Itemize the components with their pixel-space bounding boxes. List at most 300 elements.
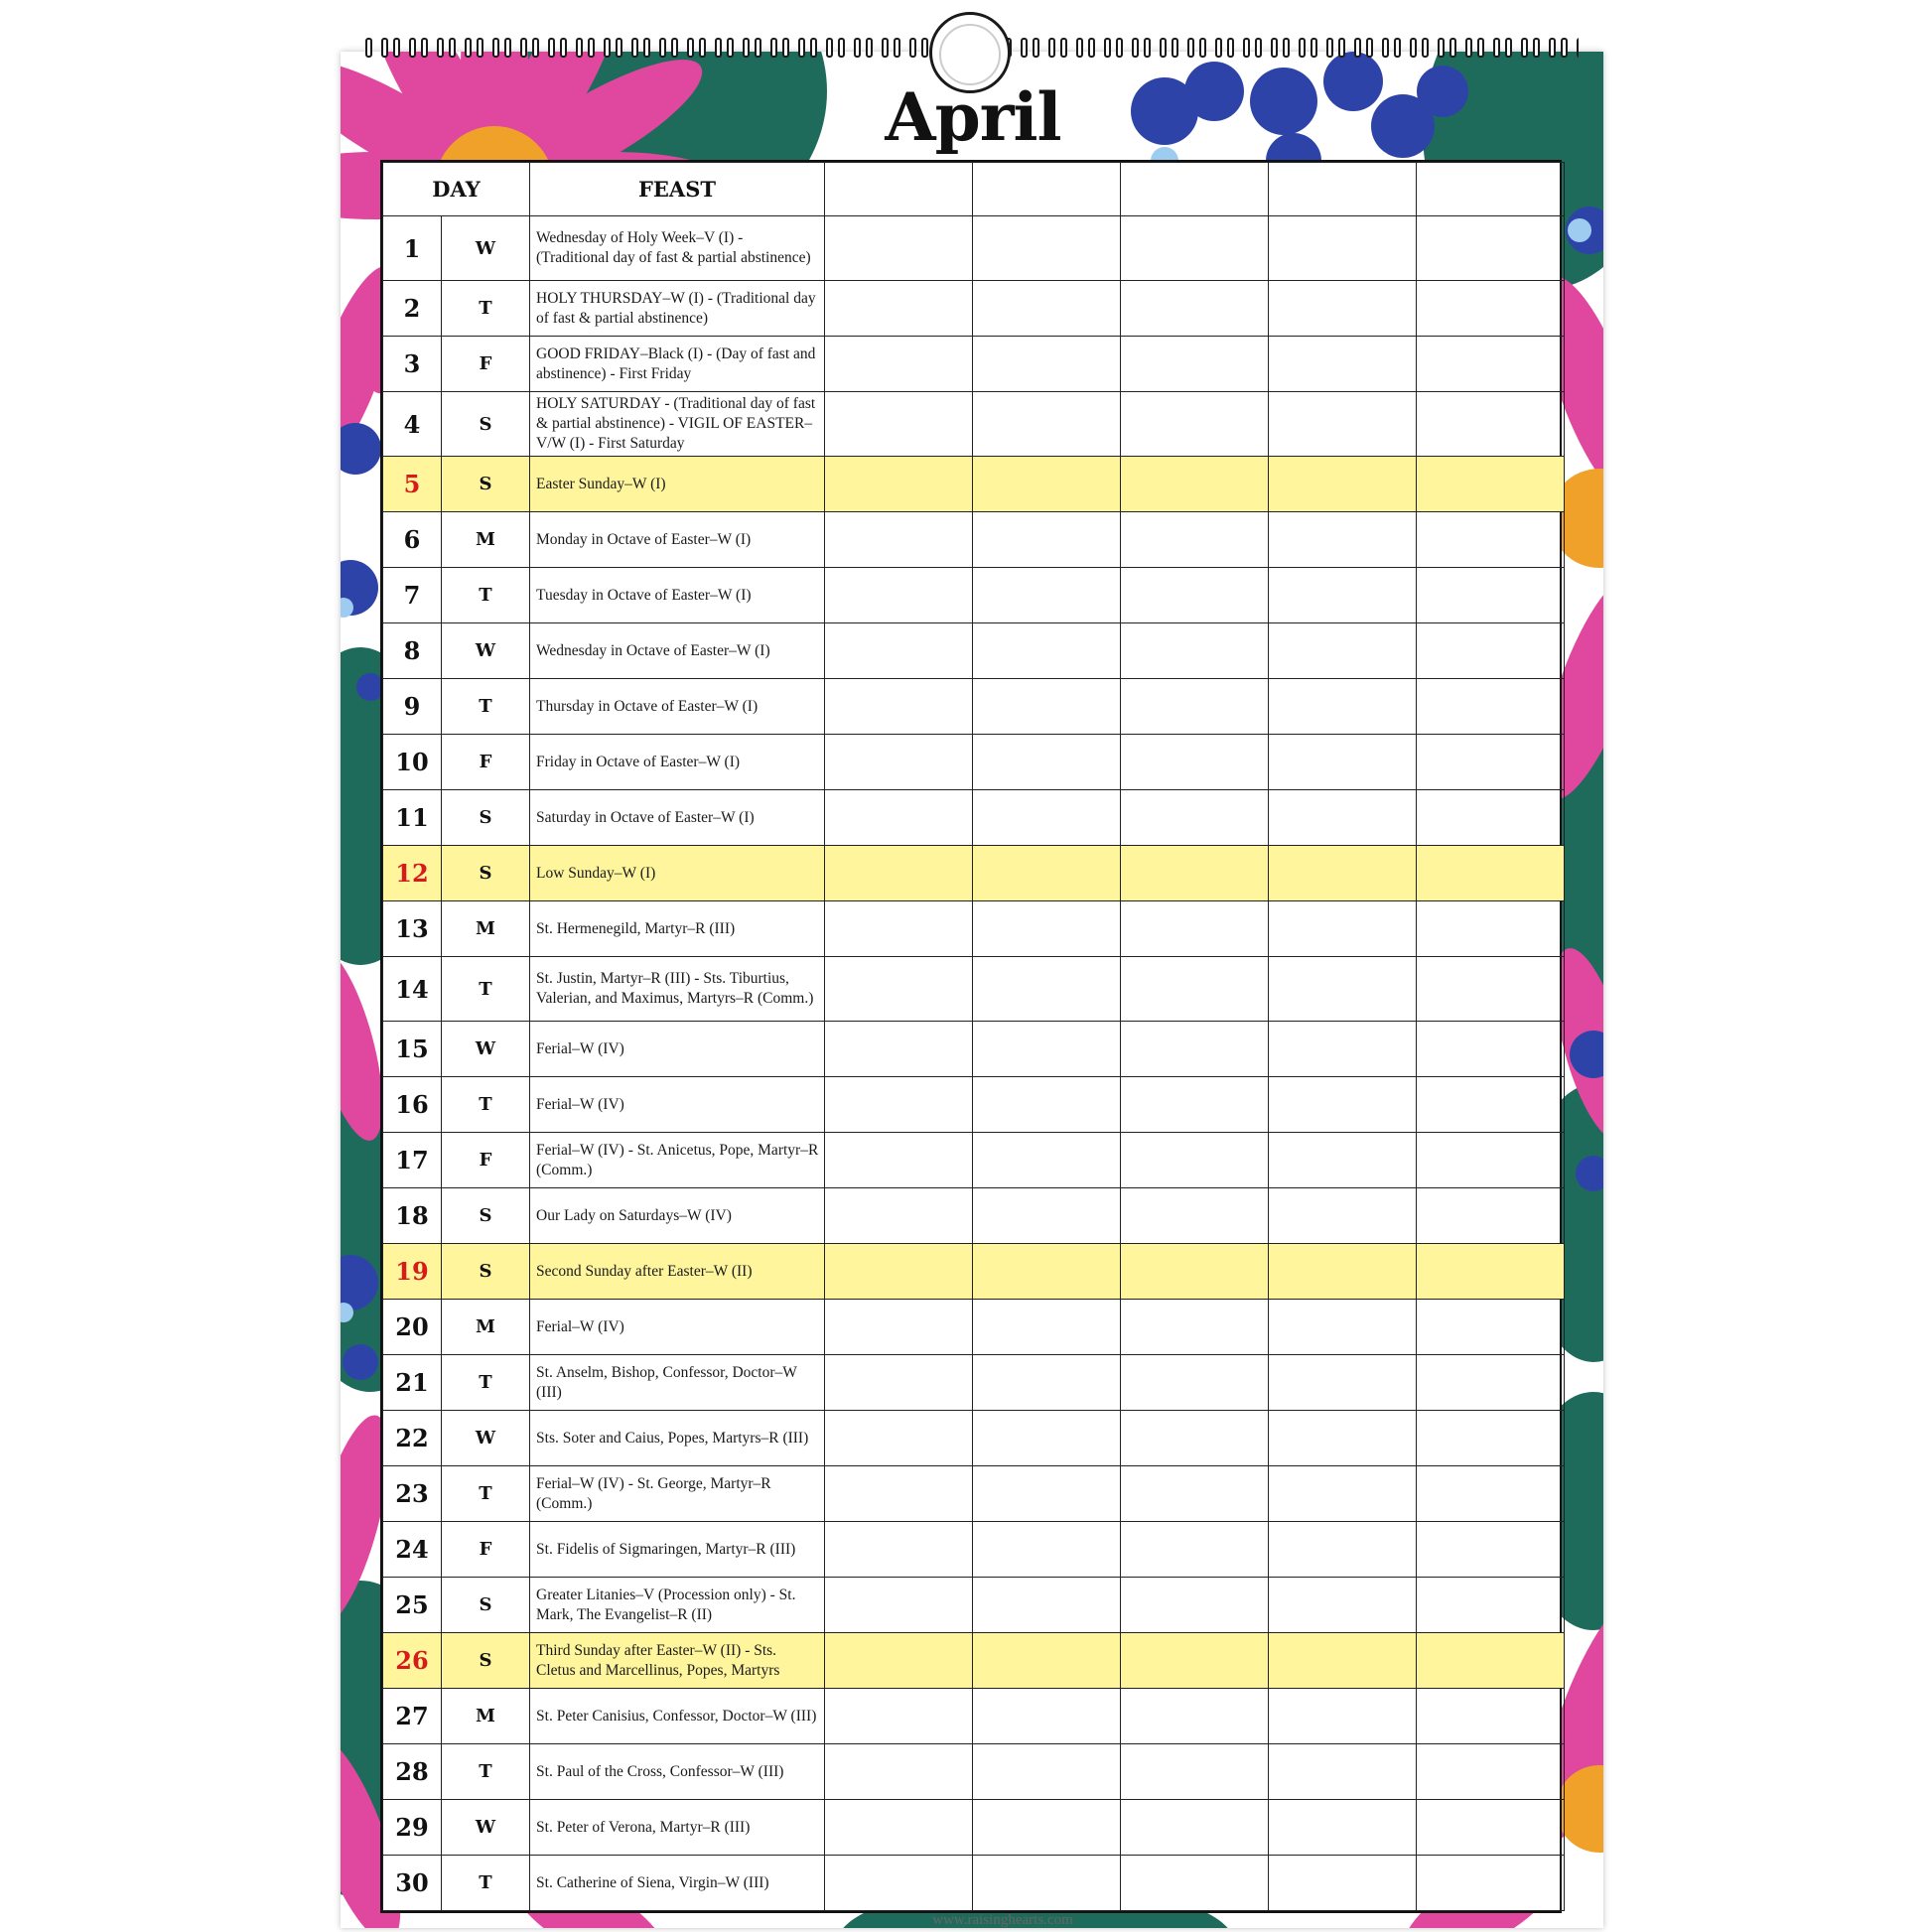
day-number: 21: [383, 1355, 442, 1411]
notes-cell: [1269, 1300, 1417, 1355]
day-number: 24: [383, 1522, 442, 1578]
notes-cell: [1269, 392, 1417, 457]
notes-cell: [1417, 1244, 1565, 1300]
notes-cell: [1269, 337, 1417, 392]
binding-coil: [743, 38, 750, 58]
day-number: 14: [383, 957, 442, 1022]
feast-text: HOLY SATURDAY - (Traditional day of fast & partial abstinence) - VIGIL OF EASTER–V/W (I) - First Saturday: [530, 392, 825, 457]
binding-coil: [1048, 38, 1055, 58]
feast-text: St. Peter Canisius, Confessor, Doctor–W (III): [530, 1689, 825, 1744]
binding-coil: [1144, 38, 1151, 58]
notes-cell: [825, 1133, 973, 1188]
feast-text: Our Lady on Saturdays–W (IV): [530, 1188, 825, 1244]
day-of-week: F: [442, 735, 530, 790]
binding-coil: [1449, 38, 1456, 58]
notes-cell: [825, 1522, 973, 1578]
binding-coil: [866, 38, 873, 58]
notes-cell: [1269, 1856, 1417, 1911]
notes-cell: [825, 1022, 973, 1077]
day-of-week: T: [442, 1466, 530, 1522]
day-of-week: T: [442, 679, 530, 735]
notes-cell: [973, 1411, 1121, 1466]
binding-coil: [532, 38, 539, 58]
day-number: 1: [383, 216, 442, 281]
binding-coil: [921, 38, 928, 58]
notes-cell: [1417, 1300, 1565, 1355]
table-row: [383, 1578, 1565, 1633]
notes-cell: [825, 790, 973, 846]
notes-cell: [973, 1244, 1121, 1300]
feast-text: Tuesday in Octave of Easter–W (I): [530, 568, 825, 623]
binding-coil: [393, 38, 400, 58]
notes-cell: [1121, 735, 1269, 790]
notes-cell: [973, 735, 1121, 790]
feast-text: Ferial–W (IV) - St. George, Martyr–R (Comm.): [530, 1466, 825, 1522]
notes-cell: [825, 392, 973, 457]
notes-cell: [825, 1244, 973, 1300]
notes-cell: [1121, 392, 1269, 457]
notes-cell: [973, 901, 1121, 957]
table-row: [383, 1355, 1565, 1411]
notes-cell: [1121, 1578, 1269, 1633]
notes-cell: [973, 512, 1121, 568]
day-number: 13: [383, 901, 442, 957]
notes-cell: [825, 1578, 973, 1633]
table-row: [383, 957, 1565, 1022]
notes-cell: [1121, 1244, 1269, 1300]
table-row: [383, 790, 1565, 846]
table-row: [383, 623, 1565, 679]
day-of-week: W: [442, 623, 530, 679]
table-row: [383, 568, 1565, 623]
binding-coil: [1533, 38, 1540, 58]
day-of-week: T: [442, 1856, 530, 1911]
day-of-week: M: [442, 1300, 530, 1355]
notes-cell: [973, 623, 1121, 679]
day-number: 22: [383, 1411, 442, 1466]
notes-cell: [1269, 901, 1417, 957]
notes-cell: [1269, 735, 1417, 790]
binding-coil: [826, 38, 833, 58]
notes-cell: [1121, 901, 1269, 957]
notes-cell: [1417, 1022, 1565, 1077]
day-number: 10: [383, 735, 442, 790]
notes-cell: [1121, 216, 1269, 281]
table-row: [383, 457, 1565, 512]
table-row: [383, 1856, 1565, 1911]
day-column-header: DAY: [383, 163, 530, 216]
day-number: 25: [383, 1578, 442, 1633]
notes-cell: [1417, 512, 1565, 568]
binding-coil: [492, 38, 499, 58]
notes-cell: [1417, 1689, 1565, 1744]
table-row: [383, 901, 1565, 957]
day-number: 17: [383, 1133, 442, 1188]
binding-coil: [588, 38, 595, 58]
binding-coil: [616, 38, 622, 58]
notes-cell: [1417, 216, 1565, 281]
table-row: [383, 1077, 1565, 1133]
feast-text: Saturday in Octave of Easter–W (I): [530, 790, 825, 846]
binding-coil: [604, 38, 611, 58]
day-number: 18: [383, 1188, 442, 1244]
notes-cell: [973, 957, 1121, 1022]
notes-cell: [825, 1633, 973, 1689]
notes-cell: [973, 457, 1121, 512]
feast-text: St. Catherine of Siena, Virgin–W (III): [530, 1856, 825, 1911]
binding-coil: [1132, 38, 1139, 58]
notes-cell: [973, 1300, 1121, 1355]
notes-cell: [973, 281, 1121, 337]
notes-cell: [1269, 1188, 1417, 1244]
notes-cell: [1121, 1022, 1269, 1077]
feast-text: Ferial–W (IV): [530, 1022, 825, 1077]
notes-cell: [1269, 457, 1417, 512]
notes-cell: [1417, 957, 1565, 1022]
binding-coil: [1422, 38, 1429, 58]
binding-coil: [1076, 38, 1083, 58]
notes-cell: [1417, 337, 1565, 392]
notes-cell: [1417, 1522, 1565, 1578]
day-of-week: S: [442, 1633, 530, 1689]
notes-cell: [1269, 512, 1417, 568]
notes-cell: [973, 1466, 1121, 1522]
feast-text: St. Anselm, Bishop, Confessor, Doctor–W (III): [530, 1355, 825, 1411]
day-of-week: M: [442, 1689, 530, 1744]
notes-cell: [1121, 457, 1269, 512]
notes-cell: [1417, 623, 1565, 679]
notes-cell: [1269, 568, 1417, 623]
notes-cell: [973, 846, 1121, 901]
binding-coil: [1283, 38, 1290, 58]
day-number: 7: [383, 568, 442, 623]
binding-coil: [643, 38, 650, 58]
notes-cell: [973, 392, 1121, 457]
notes-cell: [1121, 1689, 1269, 1744]
binding-coil: [727, 38, 734, 58]
notes-column-header: [1121, 163, 1269, 216]
notes-cell: [1417, 1633, 1565, 1689]
notes-cell: [1417, 790, 1565, 846]
binding-coil: [1477, 38, 1484, 58]
feast-text: GOOD FRIDAY–Black (I) - (Day of fast and abstinence) - First Friday: [530, 337, 825, 392]
feast-text: Easter Sunday–W (I): [530, 457, 825, 512]
day-of-week: S: [442, 1244, 530, 1300]
calendar-table: [380, 160, 1562, 1913]
notes-cell: [1417, 846, 1565, 901]
binding-coil: [381, 38, 388, 58]
binding-coil: [421, 38, 428, 58]
notes-cell: [1269, 1077, 1417, 1133]
binding-coil: [671, 38, 678, 58]
feast-text: Monday in Octave of Easter–W (I): [530, 512, 825, 568]
binding-coil: [437, 38, 444, 58]
binding-coil: [1338, 38, 1345, 58]
notes-cell: [825, 1077, 973, 1133]
day-number: 4: [383, 392, 442, 457]
notes-cell: [1269, 790, 1417, 846]
footer-url: www.raisinghearts.com: [932, 1912, 1073, 1928]
notes-cell: [1417, 679, 1565, 735]
table-row: [383, 1522, 1565, 1578]
day-number: 23: [383, 1466, 442, 1522]
notes-cell: [973, 1188, 1121, 1244]
binding-coil: [576, 38, 583, 58]
day-number: 5: [383, 457, 442, 512]
notes-cell: [1121, 1188, 1269, 1244]
notes-cell: [1121, 1744, 1269, 1800]
notes-cell: [825, 281, 973, 337]
notes-cell: [973, 1022, 1121, 1077]
notes-cell: [825, 1411, 973, 1466]
notes-cell: [1269, 679, 1417, 735]
notes-cell: [1269, 1355, 1417, 1411]
notes-cell: [1121, 1355, 1269, 1411]
notes-cell: [825, 512, 973, 568]
notes-cell: [1269, 957, 1417, 1022]
binding-coil: [1271, 38, 1278, 58]
day-number: 19: [383, 1244, 442, 1300]
binding-coil: [687, 38, 694, 58]
binding-coil: [365, 38, 372, 58]
notes-cell: [1269, 1022, 1417, 1077]
binding-coil: [1311, 38, 1317, 58]
binding-coil: [1088, 38, 1095, 58]
day-of-week: T: [442, 568, 530, 623]
feast-text: Ferial–W (IV): [530, 1077, 825, 1133]
notes-cell: [973, 1633, 1121, 1689]
feast-text: Second Sunday after Easter–W (II): [530, 1244, 825, 1300]
binding-coil: [1505, 38, 1512, 58]
feast-text: Wednesday in Octave of Easter–W (I): [530, 623, 825, 679]
feast-column-header: FEAST: [530, 163, 825, 216]
notes-cell: [1269, 1633, 1417, 1689]
notes-cell: [1121, 846, 1269, 901]
notes-cell: [825, 1689, 973, 1744]
notes-cell: [1121, 512, 1269, 568]
table-row: [383, 1133, 1565, 1188]
day-of-week: S: [442, 1578, 530, 1633]
binding-coil: [1326, 38, 1333, 58]
binding-coil: [770, 38, 777, 58]
day-of-week: S: [442, 457, 530, 512]
hanger-hole: [939, 24, 1001, 85]
day-number: 27: [383, 1689, 442, 1744]
table-header-row: [383, 163, 1565, 216]
day-number: 29: [383, 1800, 442, 1856]
day-of-week: T: [442, 957, 530, 1022]
notes-cell: [825, 901, 973, 957]
binding-coil: [1493, 38, 1500, 58]
notes-cell: [1121, 1133, 1269, 1188]
table-row: [383, 216, 1565, 281]
binding-coil: [659, 38, 666, 58]
day-of-week: M: [442, 901, 530, 957]
day-of-week: F: [442, 1522, 530, 1578]
day-number: 3: [383, 337, 442, 392]
binding-coil: [1104, 38, 1111, 58]
notes-cell: [825, 1800, 973, 1856]
notes-cell: [1121, 1856, 1269, 1911]
notes-cell: [1121, 957, 1269, 1022]
notes-cell: [1121, 337, 1269, 392]
binding-coil: [465, 38, 472, 58]
binding-coil: [1243, 38, 1250, 58]
day-of-week: S: [442, 790, 530, 846]
binding-coil: [699, 38, 706, 58]
binding-coil: [894, 38, 900, 58]
table-row: [383, 1466, 1565, 1522]
table-row: [383, 1300, 1565, 1355]
notes-cell: [825, 216, 973, 281]
notes-cell: [973, 1077, 1121, 1133]
day-of-week: F: [442, 1133, 530, 1188]
notes-cell: [1417, 1077, 1565, 1133]
feast-text: Friday in Octave of Easter–W (I): [530, 735, 825, 790]
notes-cell: [1417, 392, 1565, 457]
table-row: [383, 1022, 1565, 1077]
binding-coil: [854, 38, 861, 58]
binding-coil: [838, 38, 845, 58]
notes-cell: [1269, 281, 1417, 337]
notes-cell: [1269, 1411, 1417, 1466]
binding-coil: [1021, 38, 1028, 58]
binding-coil: [504, 38, 511, 58]
binding-coil: [810, 38, 817, 58]
notes-cell: [1417, 735, 1565, 790]
table-row: [383, 1411, 1565, 1466]
feast-text: Low Sunday–W (I): [530, 846, 825, 901]
binding-coil: [1577, 38, 1579, 58]
binding-coil: [1561, 38, 1568, 58]
binding-coil: [798, 38, 805, 58]
binding-coil: [1199, 38, 1206, 58]
binding-coil: [1160, 38, 1167, 58]
notes-cell: [825, 1856, 973, 1911]
notes-cell: [825, 623, 973, 679]
notes-cell: [1121, 1077, 1269, 1133]
binding-coil: [1549, 38, 1556, 58]
day-number: 20: [383, 1300, 442, 1355]
binding-coil: [1060, 38, 1067, 58]
day-of-week: T: [442, 281, 530, 337]
notes-cell: [973, 790, 1121, 846]
notes-cell: [825, 679, 973, 735]
notes-cell: [1417, 1856, 1565, 1911]
feast-text: St. Hermenegild, Martyr–R (III): [530, 901, 825, 957]
table-row: [383, 392, 1565, 457]
table-row: [383, 846, 1565, 901]
day-number: 16: [383, 1077, 442, 1133]
feast-text: Thursday in Octave of Easter–W (I): [530, 679, 825, 735]
feast-text: Wednesday of Holy Week–V (I) - (Traditional day of fast & partial abstinence): [530, 216, 825, 281]
binding-coil: [1438, 38, 1445, 58]
feast-text: St. Paul of the Cross, Confessor–W (III): [530, 1744, 825, 1800]
notes-cell: [1121, 790, 1269, 846]
notes-cell: [973, 337, 1121, 392]
binding-coil: [1394, 38, 1401, 58]
notes-cell: [1417, 1188, 1565, 1244]
feast-text: HOLY THURSDAY–W (I) - (Traditional day of fast & partial abstinence): [530, 281, 825, 337]
notes-cell: [825, 957, 973, 1022]
notes-cell: [973, 679, 1121, 735]
day-of-week: T: [442, 1744, 530, 1800]
binding-coil: [477, 38, 483, 58]
binding-coil: [1215, 38, 1222, 58]
notes-cell: [973, 568, 1121, 623]
day-of-week: F: [442, 337, 530, 392]
notes-cell: [825, 1744, 973, 1800]
day-number: 28: [383, 1744, 442, 1800]
day-number: 6: [383, 512, 442, 568]
month-title: April: [885, 78, 1061, 156]
notes-cell: [1417, 1744, 1565, 1800]
notes-cell: [825, 1188, 973, 1244]
table-row: [383, 512, 1565, 568]
day-number: 2: [383, 281, 442, 337]
binding-coil: [909, 38, 916, 58]
binding-coil: [1116, 38, 1123, 58]
table-row: [383, 1800, 1565, 1856]
notes-cell: [973, 1856, 1121, 1911]
notes-cell: [825, 735, 973, 790]
binding-coil: [631, 38, 638, 58]
notes-cell: [973, 216, 1121, 281]
notes-cell: [825, 1300, 973, 1355]
notes-cell: [1269, 846, 1417, 901]
day-of-week: S: [442, 846, 530, 901]
day-of-week: S: [442, 1188, 530, 1244]
notes-cell: [825, 846, 973, 901]
notes-cell: [973, 1744, 1121, 1800]
notes-cell: [1269, 1466, 1417, 1522]
binding-coil: [1033, 38, 1039, 58]
notes-column-header: [1417, 163, 1565, 216]
feast-text: St. Fidelis of Sigmaringen, Martyr–R (III): [530, 1522, 825, 1578]
day-number: 30: [383, 1856, 442, 1911]
binding-coil: [755, 38, 761, 58]
binding-coil: [715, 38, 722, 58]
binding-coil: [1410, 38, 1417, 58]
table-row: [383, 337, 1565, 392]
notes-cell: [973, 1133, 1121, 1188]
binding-coil: [1366, 38, 1373, 58]
day-of-week: S: [442, 392, 530, 457]
binding-coil: [1299, 38, 1306, 58]
notes-cell: [825, 568, 973, 623]
feast-text: St. Justin, Martyr–R (III) - Sts. Tiburtius, Valerian, and Maximus, Martyrs–R (Comm.): [530, 957, 825, 1022]
binding-coil: [1382, 38, 1389, 58]
notes-cell: [1417, 901, 1565, 957]
notes-cell: [1121, 679, 1269, 735]
notes-cell: [1269, 1800, 1417, 1856]
binding-coil: [1187, 38, 1194, 58]
notes-cell: [1417, 1411, 1565, 1466]
notes-cell: [973, 1689, 1121, 1744]
notes-cell: [1121, 568, 1269, 623]
notes-cell: [1417, 568, 1565, 623]
notes-cell: [1121, 281, 1269, 337]
feast-text: St. Peter of Verona, Martyr–R (III): [530, 1800, 825, 1856]
table-row: [383, 679, 1565, 735]
feast-text: Sts. Soter and Caius, Popes, Martyrs–R (III): [530, 1411, 825, 1466]
feast-text: Third Sunday after Easter–W (II) - Sts. Cletus and Marcellinus, Popes, Martyrs: [530, 1633, 825, 1689]
table-row: [383, 1744, 1565, 1800]
notes-cell: [1121, 1300, 1269, 1355]
notes-column-header: [973, 163, 1121, 216]
notes-cell: [973, 1522, 1121, 1578]
day-of-week: W: [442, 1411, 530, 1466]
